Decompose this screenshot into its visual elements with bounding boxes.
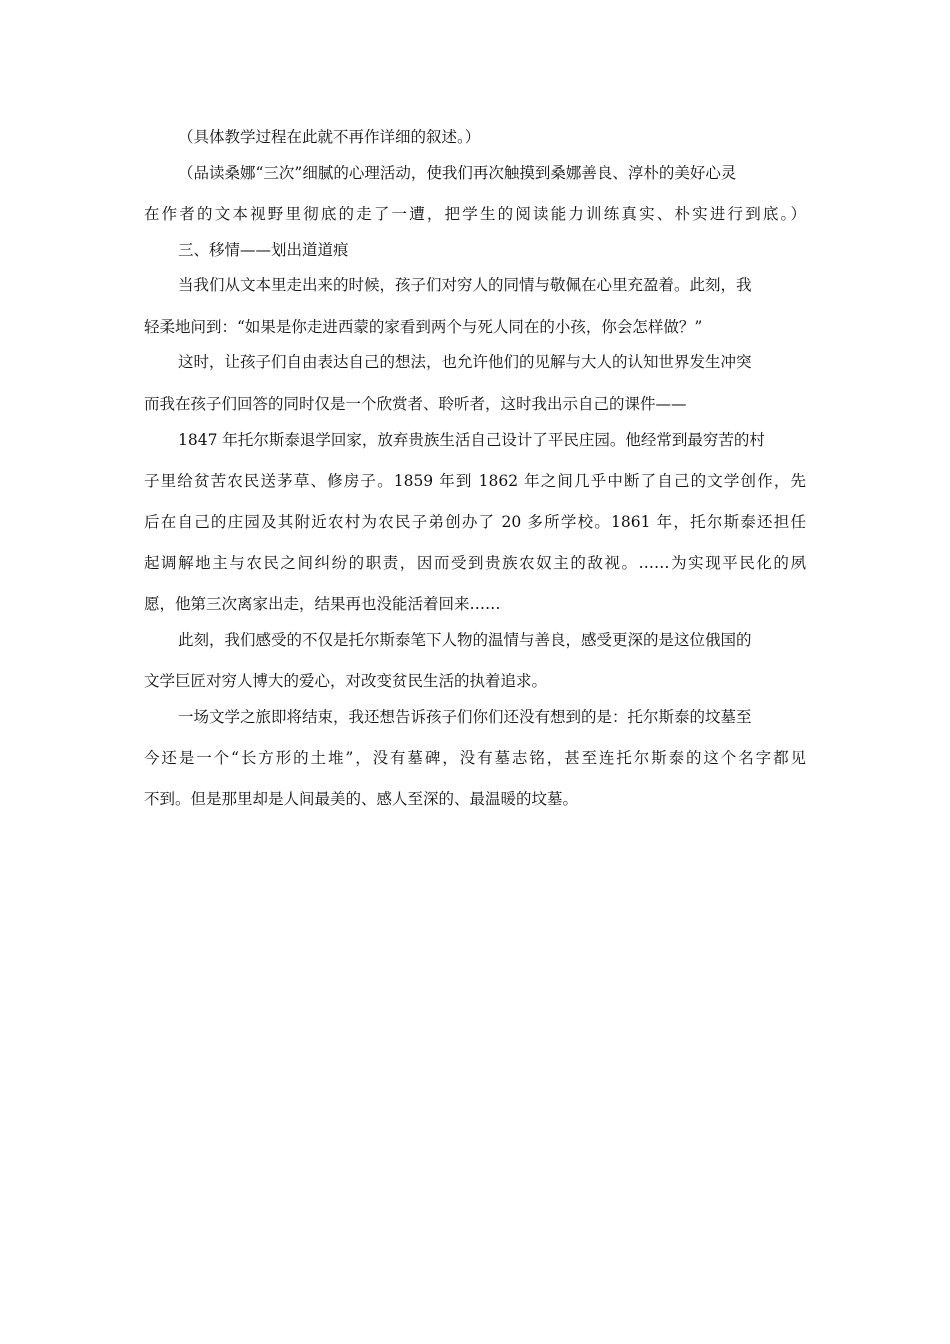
text-line: [0, 315, 950, 339]
text-line: [0, 746, 950, 770]
text-line: [0, 161, 950, 185]
text-line: [0, 125, 950, 149]
text-line-content: 此刻，我们感受的不仅是托尔斯泰笔下人物的温情与善良，感受更深的是这位俄国的: [178, 631, 752, 649]
text-line-content: 起调解地主与农民之间纠纷的职责，因而受到贵族农奴主的敌视。……为实现平民化的夙: [144, 554, 806, 572]
text-line-content: 子里给贫苦农民送茅草、修房子。1859 年到 1862 年之间几乎中断了自己的文学创作，先: [144, 472, 806, 490]
text-line: [0, 428, 950, 452]
text-line: [0, 787, 950, 811]
text-line: [0, 669, 950, 693]
text-line-content: 1847 年托尔斯泰退学回家，放弃贵族生活自己设计了平民庄园。他经常到最穷苦的村: [178, 431, 765, 449]
text-line-content: 不到。但是那里却是人间最美的、感人至深的、最温暖的坟墓。: [144, 790, 579, 808]
text-line-content: 愿，他第三次离家出走，结果再也没能活着回来……: [144, 595, 501, 613]
text-line: [0, 705, 950, 729]
text-line: [0, 273, 950, 297]
text-line: [0, 469, 950, 493]
section-heading: [0, 238, 950, 262]
text-line-content: （品读桑娜“三次”细腻的心理活动，使我们再次触摸到桑娜善良、淳朴的美好心灵: [178, 164, 737, 182]
section-heading-text: 三、移情——划出道道痕: [178, 241, 349, 259]
text-line-content: 当我们从文本里走出来的时候，孩子们对穷人的同情与敬佩在心里充盈着。此刻，我: [178, 276, 752, 294]
text-line: [0, 510, 950, 534]
text-line-content: 在作者的文本视野里彻底的走了一遭，把学生的阅读能力训练真实、朴实进行到底。）: [144, 205, 806, 223]
text-line: [0, 392, 950, 416]
text-line: [0, 628, 950, 652]
text-line: [0, 592, 950, 616]
text-line: [0, 350, 950, 374]
text-line-content: 轻柔地问到：“如果是你走进西蒙的家看到两个与死人同在的小孩，你会怎样做？”: [144, 318, 703, 336]
text-line: [0, 202, 950, 226]
text-line-content: （具体教学过程在此就不再作详细的叙述。）: [178, 128, 481, 146]
text-line-content: 文学巨匠对穷人博大的爱心，对改变贫民生活的执着追求。: [144, 672, 548, 690]
text-line-content: 这时，让孩子们自由表达自己的想法，也允许他们的见解与大人的认知世界发生冲突: [178, 353, 752, 371]
text-line: [0, 551, 950, 575]
text-line-content: 一场文学之旅即将结束，我还想告诉孩子们你们还没有想到的是：托尔斯泰的坟墓至: [178, 708, 752, 726]
text-line-content: 而我在孩子们回答的同时仅是一个欣赏者、聆听者，这时我出示自己的课件——: [144, 395, 687, 413]
text-line-content: 后在自己的庄园及其附近农村为农民子弟创办了 20 多所学校。1861 年，托尔斯泰还担任: [144, 513, 807, 531]
text-line-content: 今还是一个“长方形的土堆”，没有墓碑，没有墓志铭，甚至连托尔斯泰的这个名字都见: [144, 749, 806, 767]
